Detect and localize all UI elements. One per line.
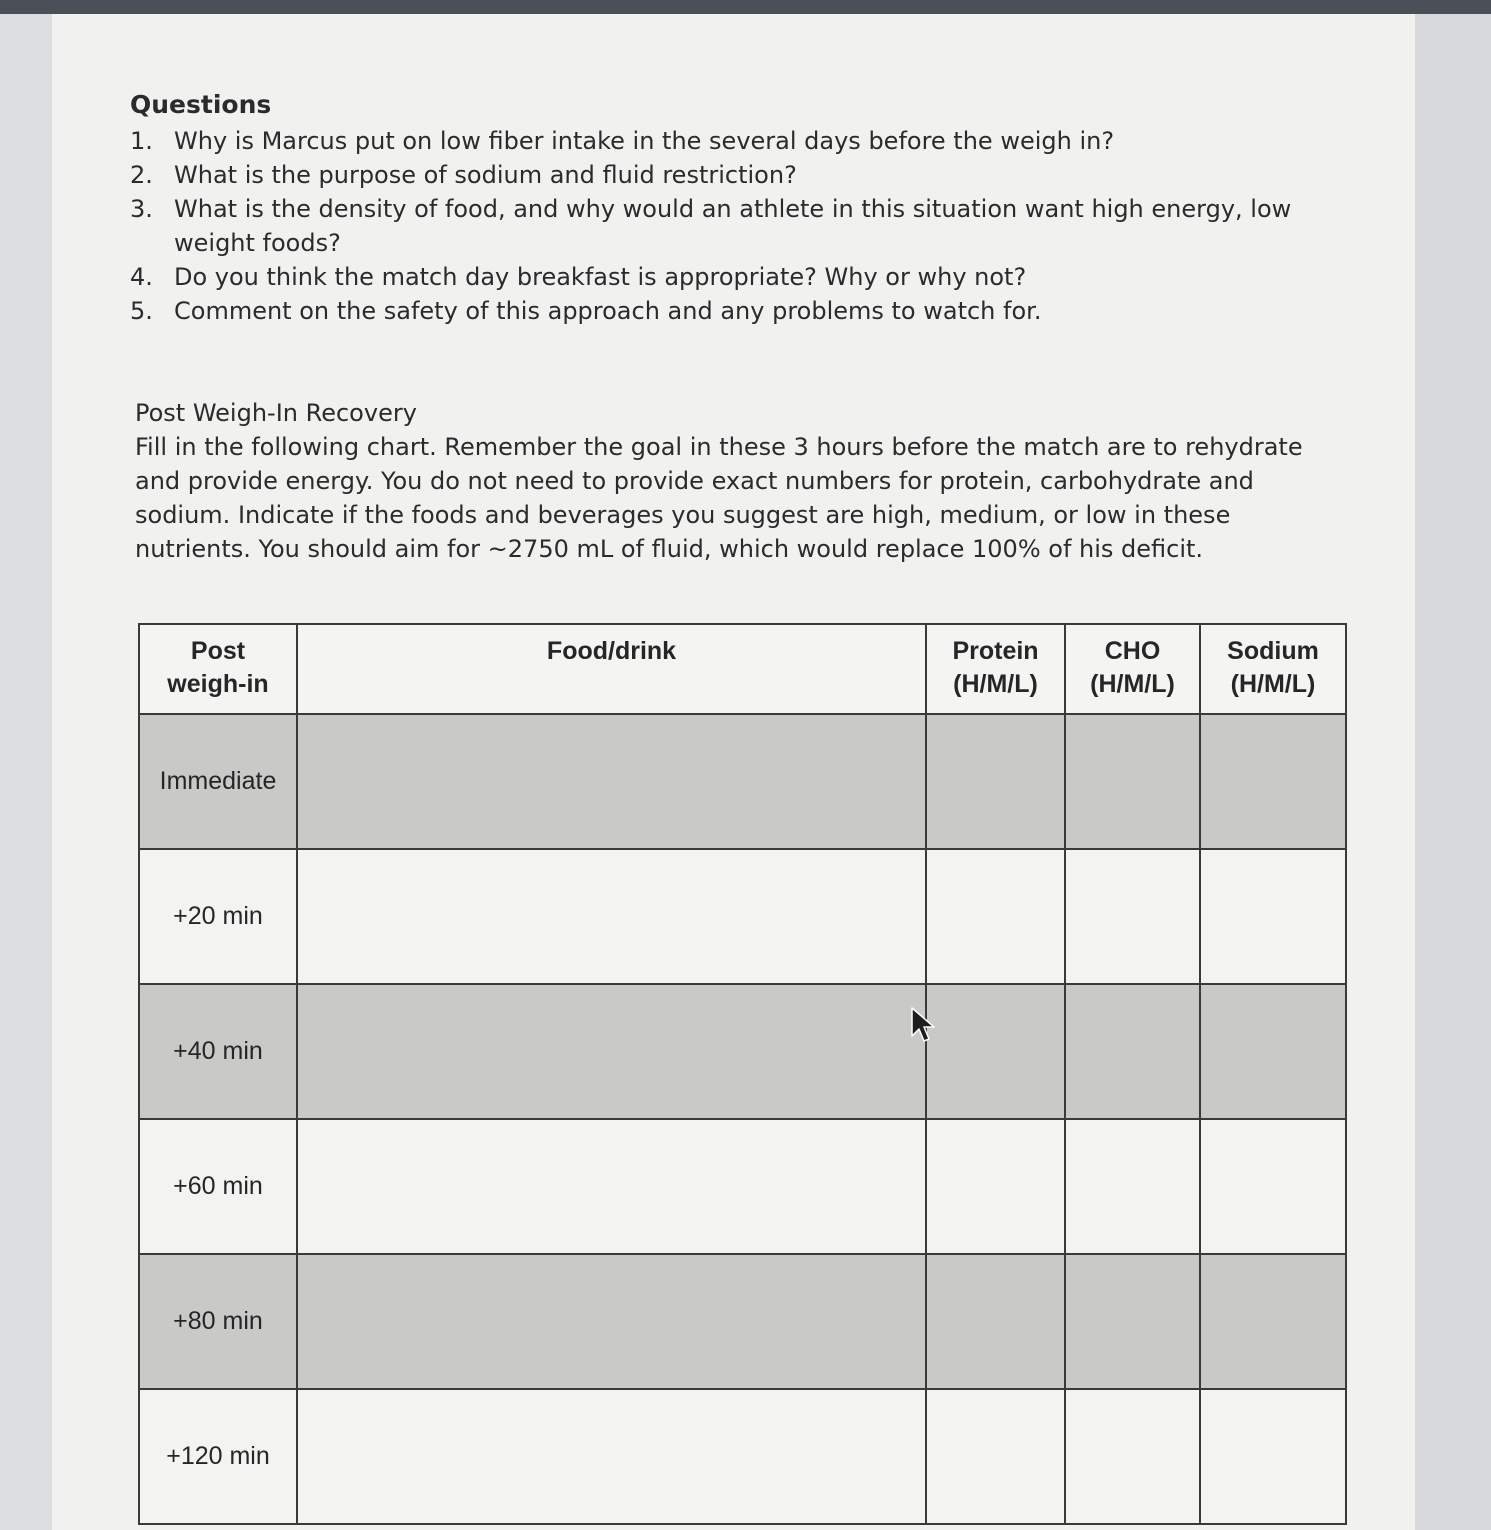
header-post-line1: Post (190, 637, 246, 665)
table-row (139, 1254, 1346, 1389)
header-food-drink (297, 624, 926, 714)
cho-cell[interactable] (1065, 714, 1200, 849)
food-cell[interactable] (297, 714, 926, 849)
protein-cell[interactable] (926, 1119, 1065, 1254)
header-sodium-line2: (H/M/L) (1230, 670, 1316, 698)
question-text: What is the density of food, and why would an athlete in this situation want high energy, low weight foods? (174, 195, 1292, 257)
question-item (130, 158, 1330, 192)
question-item (130, 192, 1330, 260)
protein-cell[interactable] (926, 1389, 1065, 1524)
questions-section (130, 90, 1330, 328)
question-item (130, 124, 1330, 158)
recovery-heading: Post Weigh-In Recovery (135, 399, 417, 427)
table-row (139, 714, 1346, 849)
question-text: What is the purpose of sodium and fluid restriction? (174, 161, 797, 189)
questions-heading: Questions (130, 90, 272, 119)
food-cell[interactable] (297, 1254, 926, 1389)
header-post-line2: weigh-in (167, 670, 269, 698)
question-number: 4. (130, 263, 153, 291)
question-item (130, 260, 1330, 294)
header-sodium-line1: Sodium (1227, 637, 1319, 665)
time-cell: +40 min (139, 984, 297, 1119)
question-text: Do you think the match day breakfast is appropriate? Why or why not? (174, 263, 1027, 291)
question-item (130, 294, 1330, 328)
question-number: 1. (130, 127, 153, 155)
time-cell: +120 min (139, 1389, 297, 1524)
cho-cell[interactable] (1065, 984, 1200, 1119)
header-protein-line1: Protein (952, 637, 1039, 665)
cho-cell[interactable] (1065, 1119, 1200, 1254)
question-text: Why is Marcus put on low fiber intake in the several days before the weigh in? (174, 127, 1115, 155)
header-protein-line2: (H/M/L) (953, 670, 1038, 698)
question-text: Comment on the safety of this approach and any problems to watch for. (174, 297, 1042, 325)
sodium-cell[interactable] (1200, 849, 1346, 984)
food-cell[interactable] (297, 984, 926, 1119)
sodium-cell[interactable] (1200, 1389, 1346, 1524)
cho-cell[interactable] (1065, 1254, 1200, 1389)
left-margin (0, 14, 52, 1530)
questions-list (130, 124, 1330, 328)
time-cell: +60 min (139, 1119, 297, 1254)
cho-cell[interactable] (1065, 849, 1200, 984)
monitor-bezel (0, 0, 1491, 14)
table-row (139, 1119, 1346, 1254)
table-header-row (139, 624, 1346, 714)
header-protein (926, 624, 1065, 714)
sodium-cell[interactable] (1200, 714, 1346, 849)
sodium-cell[interactable] (1200, 1119, 1346, 1254)
sodium-cell[interactable] (1200, 1254, 1346, 1389)
protein-cell[interactable] (926, 849, 1065, 984)
question-number: 5. (130, 297, 153, 325)
time-cell: +20 min (139, 849, 297, 984)
header-cho (1065, 624, 1200, 714)
table-row (139, 849, 1346, 984)
header-post-weigh-in (139, 624, 297, 714)
protein-cell[interactable] (926, 714, 1065, 849)
food-cell[interactable] (297, 1389, 926, 1524)
time-cell: Immediate (139, 714, 297, 849)
right-margin (1415, 14, 1491, 1530)
protein-cell[interactable] (926, 984, 1065, 1119)
header-sodium (1200, 624, 1346, 714)
table-row (139, 984, 1346, 1119)
food-cell[interactable] (297, 1119, 926, 1254)
recovery-instructions: Fill in the following chart. Remember the goal in these 3 hours before the match are to rehydrate and provide energy. You do not need to provide exact numbers for protein, carbohydrate and sodium. Indicate if the foods and beverages you suggest are high, medium, or low in these nutrients. You should aim for ~2750 mL of fluid, which would replace 100% of his deficit. (135, 433, 1303, 563)
protein-cell[interactable] (926, 1254, 1065, 1389)
header-cho-line2: (H/M/L) (1090, 670, 1175, 698)
header-cho-line1: CHO (1104, 637, 1161, 665)
food-cell[interactable] (297, 849, 926, 984)
header-food-label: Food/drink (546, 637, 677, 665)
time-cell: +80 min (139, 1254, 297, 1389)
table-row (139, 1389, 1346, 1524)
recovery-chart-table (138, 623, 1347, 1525)
recovery-section (135, 396, 1335, 566)
sodium-cell[interactable] (1200, 984, 1346, 1119)
cho-cell[interactable] (1065, 1389, 1200, 1524)
question-number: 2. (130, 161, 153, 189)
question-number: 3. (130, 195, 153, 223)
mouse-pointer-icon (908, 1006, 938, 1046)
